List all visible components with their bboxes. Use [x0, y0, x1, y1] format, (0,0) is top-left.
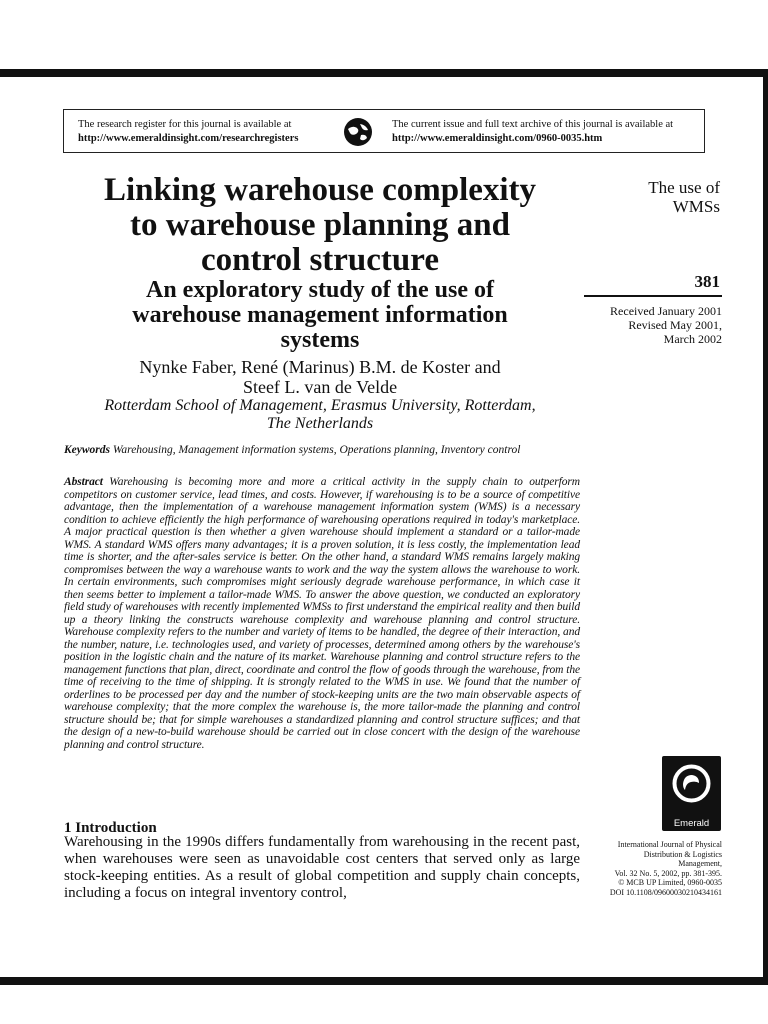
- journal-info-line: © MCB UP Limited, 0960-0035: [618, 878, 722, 887]
- journal-info-line: DOI 10.1108/09600030210434161: [609, 887, 722, 897]
- subtitle-line: warehouse management information: [132, 302, 508, 328]
- affiliation-line: Rotterdam School of Management, Erasmus University, Rotterdam,: [104, 397, 536, 414]
- running-title-line: The use of: [648, 178, 720, 197]
- keywords-text: Warehousing, Management information systems, Operations planning, Inventory control: [112, 444, 521, 456]
- register-left-url[interactable]: http://www.emeraldinsight.com/researchregisters: [78, 133, 299, 144]
- journal-info-line: Distribution & Logistics: [643, 849, 722, 859]
- abstract-label: Abstract: [64, 476, 103, 488]
- margin-rule: [584, 295, 722, 297]
- subtitle-line: systems: [280, 327, 360, 353]
- register-box: [63, 109, 705, 153]
- article-title: [60, 173, 580, 278]
- register-right-text: The current issue and full text archive of this journal is available at: [392, 119, 674, 130]
- received-line: March 2002: [663, 332, 722, 346]
- register-right-url[interactable]: http://www.emeraldinsight.com/0960-0035.htm: [392, 133, 603, 144]
- emerald-e-icon: [670, 762, 713, 810]
- title-line: to warehouse planning and: [130, 207, 510, 243]
- emerald-logo-label: Emerald: [673, 818, 710, 829]
- title-line: control structure: [201, 242, 439, 278]
- journal-info: [590, 840, 722, 897]
- top-border-bar: [0, 69, 768, 77]
- globe-icon: [342, 116, 374, 153]
- affiliation-line: The Netherlands: [266, 415, 374, 432]
- article-subtitle: [70, 278, 570, 353]
- authors-line: Steef L. van de Velde: [242, 377, 398, 397]
- running-title: [600, 178, 720, 216]
- page-number: 381: [694, 272, 720, 291]
- abstract: [64, 476, 580, 751]
- authors: [70, 357, 570, 397]
- introduction-text: Warehousing in the 1990s differs fundamentally from warehousing in the recent past, when warehouses were seen as unavoidable cost centers that served only as large stock-keeping entities. As a result of global competition and supply chain concepts, including a focus on integral inventory control,: [64, 834, 580, 901]
- authors-line: Nynke Faber, René (Marinus) B.M. de Koster and: [139, 357, 501, 377]
- register-left-text: The research register for this journal is available at: [78, 119, 292, 130]
- affiliation: [60, 397, 580, 433]
- journal-info-line: International Journal of Physical: [617, 840, 722, 849]
- journal-info-line: Vol. 32 No. 5, 2002, pp. 381-395.: [614, 868, 722, 878]
- register-right: [392, 118, 702, 146]
- journal-info-line: Management,: [678, 859, 722, 868]
- section-heading: 1 Introduction: [64, 820, 157, 836]
- keywords: [64, 444, 580, 457]
- bottom-border-bar: [0, 977, 768, 985]
- right-border-bar: [763, 69, 768, 985]
- emerald-logo: [662, 756, 721, 831]
- abstract-text: Warehousing is becoming more and more a critical activity in the supply chain to outperform competitors on customer service, lead times, and costs. However, if warehousing is to be a source of competitive advantage, then the implementation of a warehouse management information system (WMS) is a necessary condition to achieve efficiently the high performance of warehousing operations required in today's marketplace. A major practical question is then whether a given warehouse should implement a standard or a tailor-made WMS. A standard WMS offers many advantages; it is a proven solution, it is less costly, the implementation lead time is shorter, and the after-sales service is better. On the other hand, a standard WMS remains largely making compromises between the way a warehouse wants to work and the way the system allows the warehouse to work. In certain environments, such compromises might seriously degrade warehouse performance, in which case it then seems better to implement a tailor-made WMS. To answer the above question, we conducted an exploratory field study of warehouses with recently implemented WMSs to first understand the empirical reality and then build up a theory linking the constructs warehouse complexity and warehouse planning and control structure. Warehouse complexity refers to the number and variety of items to be handled, the degree of their interaction, and the number, nature, i.e. technologies used, and variety of processes, determined among others by the warehouse's position in the logistic chain and the nature of its market. Warehouse planning and control structure refers to the management functions that plan, direct, coordinate and control the flow of goods through the warehouse, from the time of receiving to the time of shipping. It is strongly related to the WMS in use. We found that the number of orderlines to be processed per day and the number of stock-keeping units are the two main observable aspects of warehouse complexity; that the more complex the warehouse is, the more tailor-made the planning and control structure should be; that for simple warehouses a standardized planning and control structure suffices; and that the design of a new-to-build warehouse should be carried out in close concert with the design of the warehouse planning and control structure.: [64, 476, 580, 751]
- keywords-label: Keywords: [64, 444, 110, 456]
- received-line: Revised May 2001,: [628, 318, 722, 332]
- title-line: Linking warehouse complexity: [103, 172, 537, 208]
- subtitle-line: An exploratory study of the use of: [146, 277, 494, 303]
- running-title-line: WMSs: [672, 197, 720, 216]
- register-left: [78, 118, 348, 146]
- received-line: Received January 2001: [610, 304, 722, 318]
- received-dates: [584, 304, 722, 346]
